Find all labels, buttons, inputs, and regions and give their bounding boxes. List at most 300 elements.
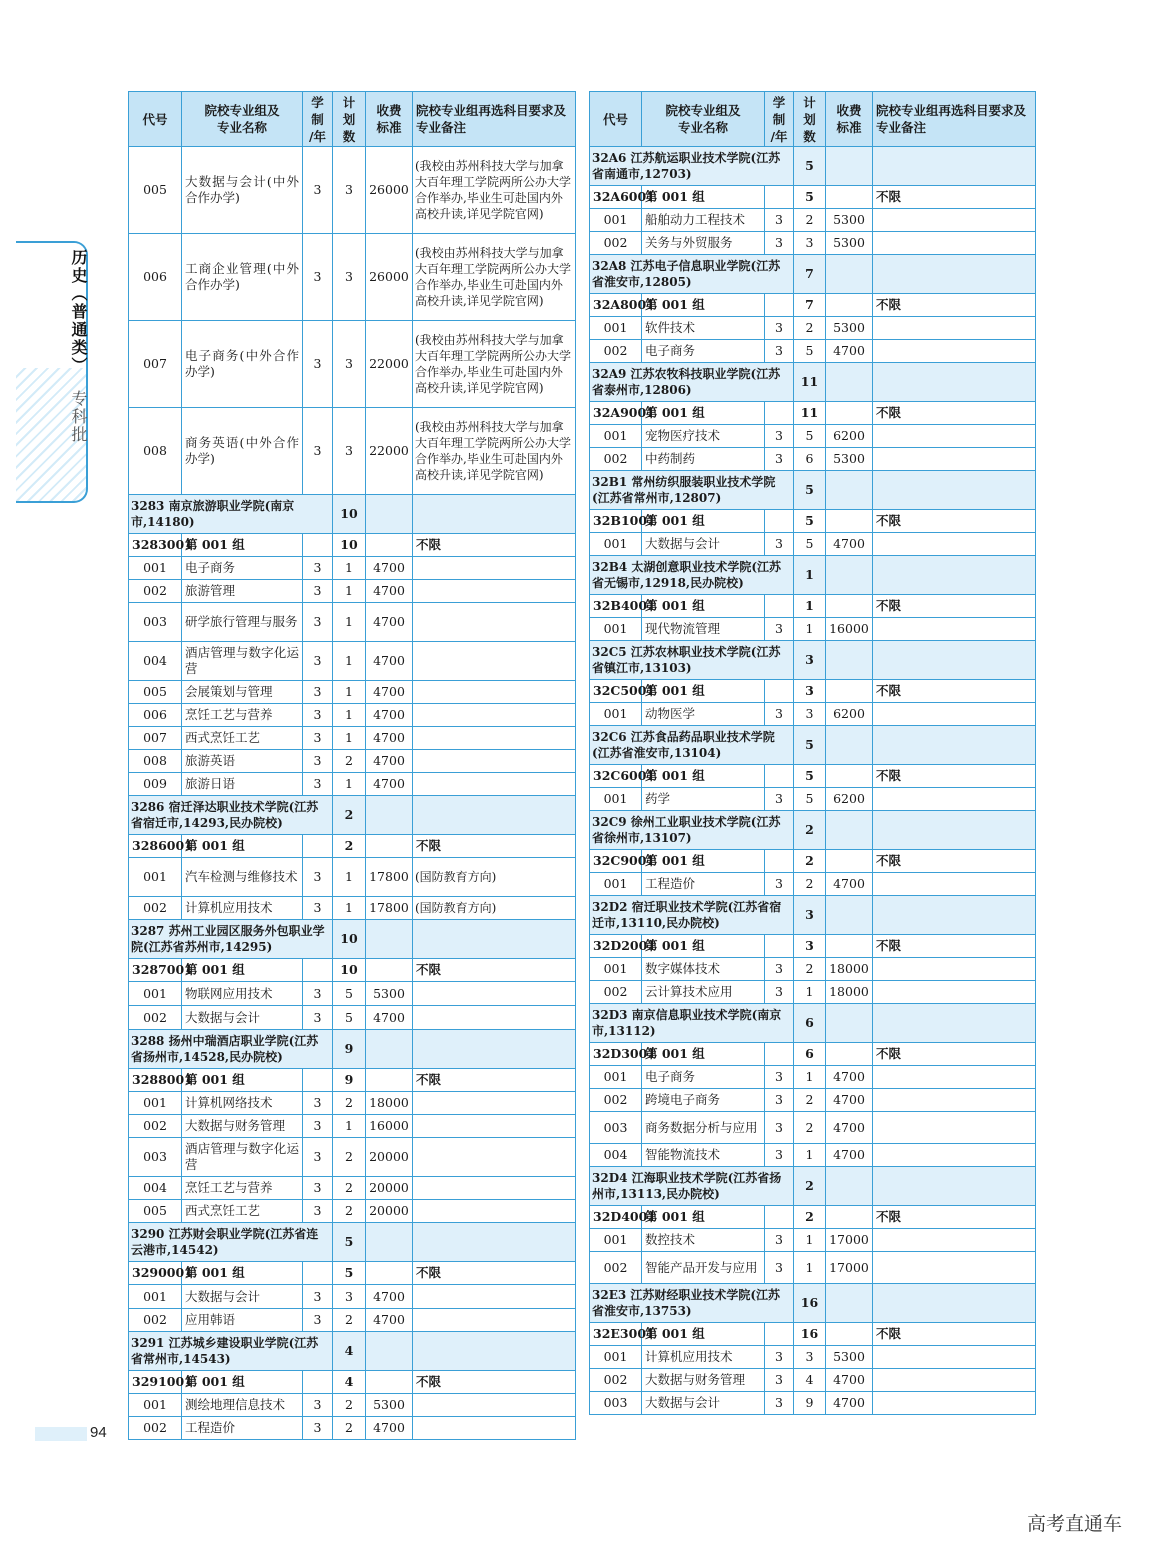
school-plan: 4 bbox=[333, 1332, 366, 1371]
group-plan: 5 bbox=[794, 510, 826, 533]
empty-cell bbox=[826, 765, 873, 788]
major-row bbox=[590, 1089, 1036, 1112]
major-plan: 3 bbox=[333, 408, 366, 495]
left-table-body bbox=[129, 147, 576, 1440]
major-note bbox=[873, 1144, 1036, 1167]
major-name: 烹饪工艺与营养 bbox=[182, 1177, 303, 1200]
major-code: 002 bbox=[590, 981, 642, 1004]
major-plan: 5 bbox=[794, 425, 826, 448]
school-plan: 16 bbox=[794, 1284, 826, 1323]
major-fee: 4700 bbox=[366, 1309, 413, 1332]
major-plan: 1 bbox=[794, 1229, 826, 1252]
major-name: 云计算技术应用 bbox=[642, 981, 765, 1004]
school-name: 32A8 江苏电子信息职业学院(江苏省淮安市,12805) bbox=[590, 255, 794, 294]
major-row bbox=[129, 1006, 576, 1030]
major-code: 001 bbox=[590, 209, 642, 232]
group-code: 32D2001 bbox=[590, 935, 642, 958]
group-requirement: 不限 bbox=[413, 1069, 576, 1092]
major-fee: 5300 bbox=[366, 982, 413, 1006]
major-plan: 2 bbox=[333, 1177, 366, 1200]
school-row bbox=[129, 1030, 576, 1069]
major-fee: 20000 bbox=[366, 1177, 413, 1200]
group-plan: 3 bbox=[794, 680, 826, 703]
group-name: 第 001 组 bbox=[182, 1069, 303, 1092]
group-row bbox=[129, 1371, 576, 1394]
major-code: 001 bbox=[590, 788, 642, 811]
empty-cell bbox=[873, 255, 1036, 294]
major-row bbox=[129, 580, 576, 603]
school-name: 32E3 江苏财经职业技术学院(江苏省淮安市,13753) bbox=[590, 1284, 794, 1323]
major-code: 001 bbox=[590, 1066, 642, 1089]
major-row bbox=[129, 1138, 576, 1177]
group-requirement: 不限 bbox=[873, 1323, 1036, 1346]
group-name: 第 001 组 bbox=[182, 835, 303, 858]
major-years: 3 bbox=[303, 858, 333, 897]
major-plan: 2 bbox=[794, 317, 826, 340]
empty-cell bbox=[826, 680, 873, 703]
major-note bbox=[413, 1417, 576, 1440]
group-row bbox=[590, 1323, 1036, 1346]
major-fee: 4700 bbox=[826, 1089, 873, 1112]
major-note: (我校由苏州科技大学与加拿大百年理工学院两所公办大学合作举办,毕业生可赴国内外高校升读,详见学院官网) bbox=[413, 408, 576, 495]
major-years: 3 bbox=[765, 209, 794, 232]
school-row bbox=[129, 920, 576, 959]
major-years: 3 bbox=[303, 1200, 333, 1223]
table-header bbox=[590, 92, 1036, 147]
major-row bbox=[129, 408, 576, 495]
group-plan: 3 bbox=[794, 935, 826, 958]
school-row bbox=[590, 1167, 1036, 1206]
group-code: 32A6001 bbox=[590, 186, 642, 209]
empty-cell bbox=[303, 1262, 333, 1285]
major-name: 物联网应用技术 bbox=[182, 982, 303, 1006]
major-fee: 4700 bbox=[826, 1112, 873, 1144]
major-note bbox=[413, 1309, 576, 1332]
major-name: 计算机应用技术 bbox=[182, 897, 303, 920]
major-years: 3 bbox=[765, 981, 794, 1004]
major-row bbox=[590, 703, 1036, 726]
empty-cell bbox=[826, 896, 873, 935]
major-plan: 9 bbox=[794, 1392, 826, 1415]
major-fee: 4700 bbox=[366, 704, 413, 727]
major-years: 3 bbox=[303, 557, 333, 580]
empty-cell bbox=[413, 1223, 576, 1262]
group-plan: 7 bbox=[794, 294, 826, 317]
major-fee: 6200 bbox=[826, 703, 873, 726]
major-name: 商务英语(中外合作办学) bbox=[182, 408, 303, 495]
major-row bbox=[590, 232, 1036, 255]
major-note bbox=[413, 1285, 576, 1309]
school-row bbox=[129, 796, 576, 835]
empty-cell bbox=[366, 959, 413, 982]
admission-table-right bbox=[589, 91, 1036, 1415]
major-code: 002 bbox=[129, 1309, 182, 1332]
major-code: 001 bbox=[129, 858, 182, 897]
major-fee: 4700 bbox=[366, 1417, 413, 1440]
major-note bbox=[413, 642, 576, 681]
group-code: 32B1001 bbox=[590, 510, 642, 533]
school-plan: 5 bbox=[794, 471, 826, 510]
major-name: 船舶动力工程技术 bbox=[642, 209, 765, 232]
school-row bbox=[590, 896, 1036, 935]
group-requirement: 不限 bbox=[873, 1206, 1036, 1229]
major-note bbox=[413, 1006, 576, 1030]
group-code: 32B4001 bbox=[590, 595, 642, 618]
major-row bbox=[129, 1177, 576, 1200]
empty-cell bbox=[413, 920, 576, 959]
major-row bbox=[590, 618, 1036, 641]
major-note bbox=[413, 681, 576, 704]
empty-cell bbox=[366, 534, 413, 557]
major-fee: 16000 bbox=[366, 1115, 413, 1138]
major-row bbox=[129, 681, 576, 704]
group-code: 32D4001 bbox=[590, 1206, 642, 1229]
major-years: 3 bbox=[765, 1392, 794, 1415]
major-years: 3 bbox=[765, 958, 794, 981]
major-name: 工程造价 bbox=[182, 1417, 303, 1440]
major-plan: 2 bbox=[333, 1092, 366, 1115]
major-note bbox=[873, 209, 1036, 232]
group-requirement: 不限 bbox=[873, 1043, 1036, 1066]
group-code: 3290001 bbox=[129, 1262, 182, 1285]
school-plan: 3 bbox=[794, 641, 826, 680]
major-code: 001 bbox=[129, 1285, 182, 1309]
group-plan: 2 bbox=[794, 1206, 826, 1229]
major-name: 跨境电子商务 bbox=[642, 1089, 765, 1112]
empty-cell bbox=[826, 1323, 873, 1346]
major-years: 3 bbox=[303, 321, 333, 408]
school-name: 32C9 徐州工业职业技术学院(江苏省徐州市,13107) bbox=[590, 811, 794, 850]
major-years: 3 bbox=[303, 408, 333, 495]
major-row bbox=[129, 234, 576, 321]
group-requirement: 不限 bbox=[873, 510, 1036, 533]
major-note bbox=[413, 750, 576, 773]
major-years: 3 bbox=[765, 618, 794, 641]
major-code: 001 bbox=[129, 557, 182, 580]
group-plan: 6 bbox=[794, 1043, 826, 1066]
major-row bbox=[129, 642, 576, 681]
major-code: 001 bbox=[590, 317, 642, 340]
major-years: 3 bbox=[765, 317, 794, 340]
empty-cell bbox=[826, 402, 873, 425]
major-fee: 4700 bbox=[366, 603, 413, 642]
empty-cell bbox=[873, 1167, 1036, 1206]
major-years: 3 bbox=[765, 425, 794, 448]
major-years: 3 bbox=[765, 1252, 794, 1284]
group-code: 3287001 bbox=[129, 959, 182, 982]
header-plan: 计 划 数 bbox=[333, 92, 366, 147]
major-code: 005 bbox=[129, 1200, 182, 1223]
major-plan: 1 bbox=[794, 1252, 826, 1284]
major-note bbox=[413, 982, 576, 1006]
major-name: 大数据与会计 bbox=[642, 533, 765, 556]
major-fee: 4700 bbox=[366, 773, 413, 796]
major-years: 3 bbox=[303, 1006, 333, 1030]
major-plan: 5 bbox=[794, 340, 826, 363]
empty-cell bbox=[366, 796, 413, 835]
major-row bbox=[129, 858, 576, 897]
empty-cell bbox=[765, 935, 794, 958]
major-code: 008 bbox=[129, 408, 182, 495]
group-row bbox=[590, 765, 1036, 788]
empty-cell bbox=[765, 186, 794, 209]
major-years: 3 bbox=[303, 1138, 333, 1177]
group-name: 第 001 组 bbox=[642, 402, 765, 425]
major-note: (我校由苏州科技大学与加拿大百年理工学院两所公办大学合作举办,毕业生可赴国内外高校升读,详见学院官网) bbox=[413, 234, 576, 321]
school-row bbox=[590, 641, 1036, 680]
empty-cell bbox=[873, 1284, 1036, 1323]
major-note bbox=[873, 317, 1036, 340]
group-requirement: 不限 bbox=[413, 1371, 576, 1394]
empty-cell bbox=[366, 835, 413, 858]
major-name: 大数据与财务管理 bbox=[642, 1369, 765, 1392]
group-row bbox=[590, 1206, 1036, 1229]
major-years: 3 bbox=[303, 234, 333, 321]
group-plan: 2 bbox=[333, 835, 366, 858]
major-row bbox=[129, 982, 576, 1006]
major-years: 3 bbox=[765, 1066, 794, 1089]
empty-cell bbox=[765, 1323, 794, 1346]
major-name: 酒店管理与数字化运营 bbox=[182, 642, 303, 681]
major-code: 001 bbox=[590, 1346, 642, 1369]
empty-cell bbox=[826, 186, 873, 209]
school-plan: 2 bbox=[794, 811, 826, 850]
school-name: 32D2 宿迁职业技术学院(江苏省宿迁市,13110,民办院校) bbox=[590, 896, 794, 935]
major-note bbox=[413, 1092, 576, 1115]
major-plan: 1 bbox=[794, 1144, 826, 1167]
group-plan: 10 bbox=[333, 534, 366, 557]
major-fee: 4700 bbox=[366, 580, 413, 603]
major-row bbox=[590, 1229, 1036, 1252]
major-row bbox=[590, 1369, 1036, 1392]
major-plan: 2 bbox=[794, 1089, 826, 1112]
empty-cell bbox=[765, 595, 794, 618]
major-note bbox=[413, 580, 576, 603]
major-code: 003 bbox=[590, 1392, 642, 1415]
major-fee: 20000 bbox=[366, 1138, 413, 1177]
major-code: 007 bbox=[129, 727, 182, 750]
school-row bbox=[590, 471, 1036, 510]
major-fee: 5300 bbox=[826, 317, 873, 340]
major-plan: 1 bbox=[333, 897, 366, 920]
group-requirement: 不限 bbox=[873, 294, 1036, 317]
empty-cell bbox=[366, 1371, 413, 1394]
empty-cell bbox=[826, 641, 873, 680]
empty-cell bbox=[303, 534, 333, 557]
major-note bbox=[873, 1089, 1036, 1112]
major-name: 工商企业管理(中外合作办学) bbox=[182, 234, 303, 321]
group-plan: 11 bbox=[794, 402, 826, 425]
school-name: 32D4 江海职业技术学院(江苏省扬州市,13113,民办院校) bbox=[590, 1167, 794, 1206]
major-row bbox=[590, 340, 1036, 363]
major-name: 计算机应用技术 bbox=[642, 1346, 765, 1369]
major-row bbox=[129, 1115, 576, 1138]
major-years: 3 bbox=[303, 982, 333, 1006]
major-plan: 1 bbox=[333, 642, 366, 681]
group-row bbox=[590, 1043, 1036, 1066]
group-name: 第 001 组 bbox=[642, 186, 765, 209]
school-row bbox=[590, 1004, 1036, 1043]
major-years: 3 bbox=[765, 1112, 794, 1144]
group-row bbox=[129, 534, 576, 557]
major-plan: 3 bbox=[794, 232, 826, 255]
group-row bbox=[129, 959, 576, 982]
major-plan: 2 bbox=[333, 1309, 366, 1332]
school-row bbox=[590, 726, 1036, 765]
school-plan: 11 bbox=[794, 363, 826, 402]
group-requirement: 不限 bbox=[873, 402, 1036, 425]
admission-table-left bbox=[128, 91, 576, 1440]
major-plan: 5 bbox=[333, 982, 366, 1006]
school-plan: 7 bbox=[794, 255, 826, 294]
group-plan: 2 bbox=[794, 850, 826, 873]
group-code: 32E3001 bbox=[590, 1323, 642, 1346]
major-note bbox=[413, 727, 576, 750]
major-name: 药学 bbox=[642, 788, 765, 811]
empty-cell bbox=[765, 402, 794, 425]
major-fee: 18000 bbox=[366, 1092, 413, 1115]
major-code: 002 bbox=[590, 448, 642, 471]
group-code: 32D3001 bbox=[590, 1043, 642, 1066]
major-name: 电子商务 bbox=[182, 557, 303, 580]
major-fee: 6200 bbox=[826, 788, 873, 811]
major-code: 005 bbox=[129, 681, 182, 704]
major-note bbox=[413, 704, 576, 727]
header-name: 院校专业组及 专业名称 bbox=[642, 92, 765, 147]
group-code: 3291001 bbox=[129, 1371, 182, 1394]
major-code: 001 bbox=[590, 958, 642, 981]
group-requirement: 不限 bbox=[413, 1262, 576, 1285]
major-name: 商务数据分析与应用 bbox=[642, 1112, 765, 1144]
major-years: 3 bbox=[765, 448, 794, 471]
empty-cell bbox=[826, 850, 873, 873]
major-years: 3 bbox=[303, 603, 333, 642]
major-note bbox=[413, 1200, 576, 1223]
major-fee: 4700 bbox=[826, 340, 873, 363]
empty-cell bbox=[826, 1167, 873, 1206]
empty-cell bbox=[826, 363, 873, 402]
empty-cell bbox=[765, 765, 794, 788]
major-years: 3 bbox=[765, 788, 794, 811]
major-note: (国防教育方向) bbox=[413, 858, 576, 897]
major-row bbox=[129, 557, 576, 580]
major-name: 烹饪工艺与营养 bbox=[182, 704, 303, 727]
major-row bbox=[590, 425, 1036, 448]
major-years: 3 bbox=[765, 1089, 794, 1112]
school-row bbox=[129, 1332, 576, 1371]
major-plan: 3 bbox=[794, 1346, 826, 1369]
header-note: 院校专业组再选科目要求及 专业备注 bbox=[413, 92, 576, 147]
major-years: 3 bbox=[303, 704, 333, 727]
group-requirement: 不限 bbox=[873, 850, 1036, 873]
school-name: 32B4 太湖创意职业技术学院(江苏省无锡市,12918,民办院校) bbox=[590, 556, 794, 595]
group-code: 32C6001 bbox=[590, 765, 642, 788]
major-plan: 1 bbox=[333, 1115, 366, 1138]
major-name: 西式烹饪工艺 bbox=[182, 1200, 303, 1223]
major-name: 应用韩语 bbox=[182, 1309, 303, 1332]
empty-cell bbox=[826, 726, 873, 765]
major-row bbox=[129, 603, 576, 642]
major-plan: 1 bbox=[333, 704, 366, 727]
major-years: 3 bbox=[303, 1285, 333, 1309]
major-name: 智能物流技术 bbox=[642, 1144, 765, 1167]
major-years: 3 bbox=[765, 340, 794, 363]
group-plan: 5 bbox=[794, 186, 826, 209]
major-note bbox=[873, 340, 1036, 363]
major-row bbox=[129, 321, 576, 408]
major-years: 3 bbox=[303, 1177, 333, 1200]
major-plan: 1 bbox=[333, 681, 366, 704]
school-plan: 1 bbox=[794, 556, 826, 595]
major-name: 智能产品开发与应用 bbox=[642, 1252, 765, 1284]
major-note bbox=[873, 958, 1036, 981]
major-code: 004 bbox=[129, 1177, 182, 1200]
major-fee: 4700 bbox=[366, 727, 413, 750]
major-fee: 4700 bbox=[366, 557, 413, 580]
group-plan: 5 bbox=[333, 1262, 366, 1285]
empty-cell bbox=[826, 1284, 873, 1323]
empty-cell bbox=[873, 896, 1036, 935]
header-years: 学 制 /年 bbox=[303, 92, 333, 147]
major-plan: 2 bbox=[794, 209, 826, 232]
major-code: 001 bbox=[590, 533, 642, 556]
group-name: 第 001 组 bbox=[642, 595, 765, 618]
header-plan: 计 划 数 bbox=[794, 92, 826, 147]
school-name: 3286 宿迁泽达职业技术学院(江苏省宿迁市,14293,民办院校) bbox=[129, 796, 333, 835]
header-fee: 收费 标准 bbox=[366, 92, 413, 147]
major-row bbox=[590, 788, 1036, 811]
major-note bbox=[873, 703, 1036, 726]
school-row bbox=[590, 363, 1036, 402]
major-fee: 18000 bbox=[826, 958, 873, 981]
group-requirement: 不限 bbox=[873, 680, 1036, 703]
major-row bbox=[590, 533, 1036, 556]
major-name: 研学旅行管理与服务 bbox=[182, 603, 303, 642]
major-code: 001 bbox=[590, 703, 642, 726]
group-name: 第 001 组 bbox=[642, 1323, 765, 1346]
major-fee: 22000 bbox=[366, 408, 413, 495]
major-plan: 1 bbox=[333, 603, 366, 642]
major-years: 3 bbox=[303, 681, 333, 704]
major-years: 3 bbox=[303, 727, 333, 750]
group-code: 3286001 bbox=[129, 835, 182, 858]
empty-cell bbox=[873, 726, 1036, 765]
school-plan: 10 bbox=[333, 495, 366, 534]
major-name: 软件技术 bbox=[642, 317, 765, 340]
empty-cell bbox=[303, 1069, 333, 1092]
major-code: 001 bbox=[129, 1394, 182, 1417]
major-row bbox=[590, 873, 1036, 896]
group-name: 第 001 组 bbox=[182, 959, 303, 982]
major-row bbox=[590, 317, 1036, 340]
major-code: 002 bbox=[129, 1417, 182, 1440]
empty-cell bbox=[303, 959, 333, 982]
major-plan: 2 bbox=[333, 1200, 366, 1223]
group-requirement: 不限 bbox=[873, 765, 1036, 788]
school-name: 32A6 江苏航运职业技术学院(江苏省南通市,12703) bbox=[590, 147, 794, 186]
major-row bbox=[129, 147, 576, 234]
side-tab-batch: 专科批 bbox=[69, 390, 88, 445]
major-note bbox=[873, 788, 1036, 811]
major-code: 001 bbox=[129, 982, 182, 1006]
school-row bbox=[129, 495, 576, 534]
major-row bbox=[129, 1285, 576, 1309]
empty-cell bbox=[873, 811, 1036, 850]
major-fee: 26000 bbox=[366, 234, 413, 321]
major-code: 001 bbox=[590, 425, 642, 448]
empty-cell bbox=[366, 1030, 413, 1069]
major-note bbox=[873, 1346, 1036, 1369]
